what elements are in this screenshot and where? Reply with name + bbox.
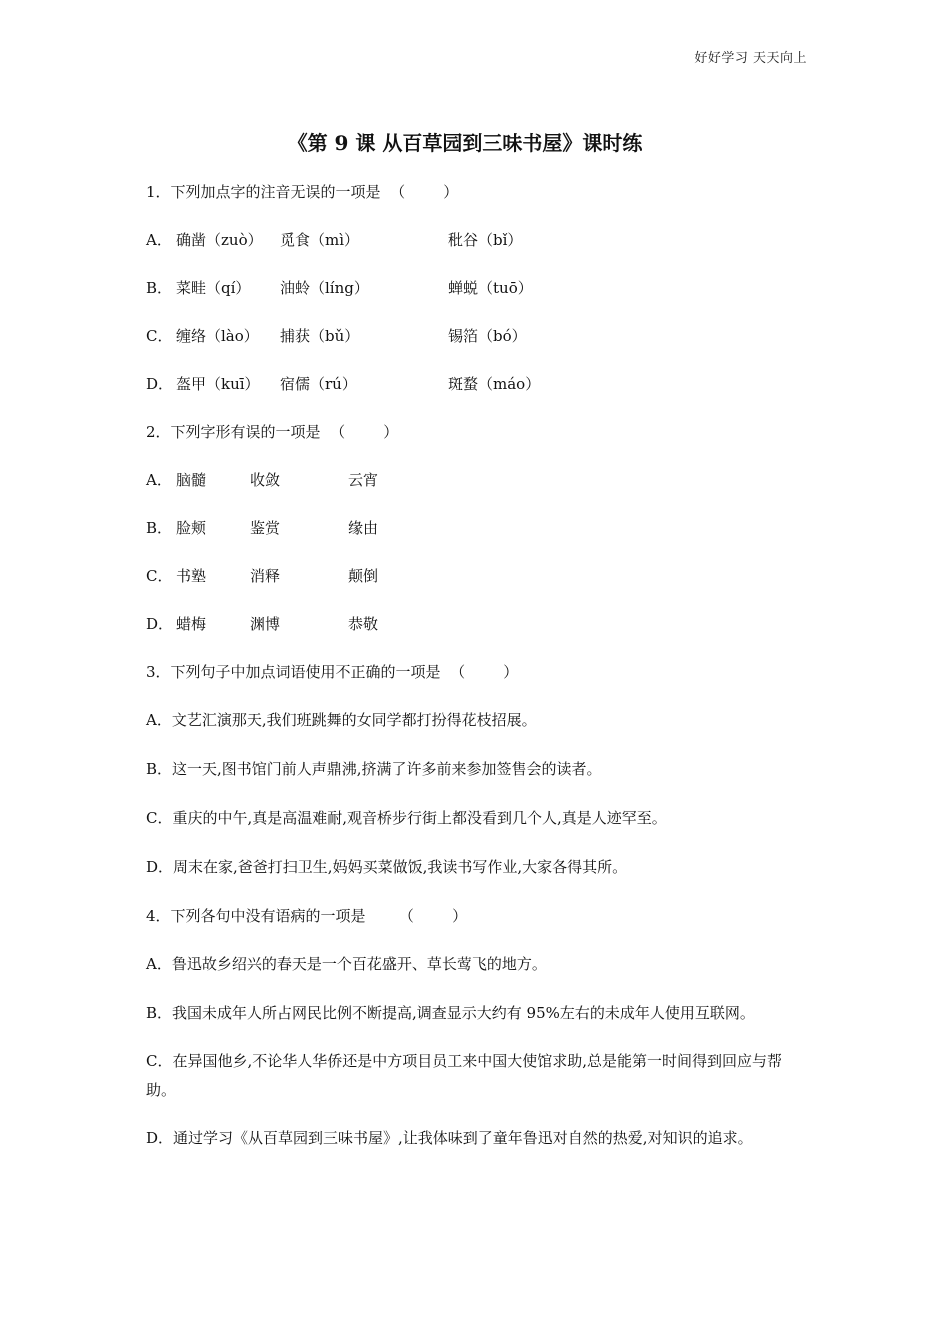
- option-label: D．: [146, 615, 174, 633]
- option-word: 书塾: [176, 567, 207, 585]
- question-3-option-c: C．重庆的中午,真是高温难耐,观音桥步行街上都没看到几个人,真是人迹罕至。: [146, 809, 667, 827]
- option-label: B．: [146, 519, 173, 537]
- option-word: 捕获（bǔ）: [280, 327, 360, 345]
- option-word: 蜡梅: [176, 615, 207, 633]
- option-word: 缘由: [348, 519, 379, 537]
- question-2-option-c: [146, 562, 806, 590]
- option-word: 消释: [250, 567, 281, 585]
- option-word: 斑蝥（máo）: [448, 375, 541, 393]
- option-word: 脸颊: [176, 519, 207, 537]
- option-word: 宿儒（rú）: [280, 375, 357, 393]
- question-4-option-b: B．我国未成年人所占网民比例不断提高,调查显示大约有 95%左右的未成年人使用互联网。: [146, 1004, 755, 1022]
- question-2-option-d: [146, 610, 806, 638]
- option-word: 缠络（lào）: [176, 327, 259, 345]
- option-word: 盔甲（kuī）: [176, 375, 260, 393]
- option-label: A．: [146, 231, 172, 249]
- option-word: 秕谷（bǐ）: [448, 231, 523, 249]
- option-word: 颠倒: [348, 567, 379, 585]
- option-label: C．: [146, 567, 173, 585]
- option-word: 渊博: [250, 615, 281, 633]
- option-word: 菜畦（qí）: [176, 279, 251, 297]
- option-word: 云宵: [348, 471, 379, 489]
- option-word: 恭敬: [348, 615, 379, 633]
- question-1-option-b: [146, 274, 806, 302]
- exercise-body: [146, 178, 806, 1172]
- option-word: 蝉蜕（tuō）: [448, 279, 533, 297]
- option-word: 确凿（zuò）: [176, 231, 263, 249]
- question-1-stem: 1．下列加点字的注音无误的一项是 （ ）: [146, 183, 459, 201]
- option-word: 觅食（mì）: [280, 231, 360, 249]
- question-3-option-b: B．这一天,图书馆门前人声鼎沸,挤满了许多前来参加签售会的读者。: [146, 760, 602, 778]
- question-4-option-c: C．在异国他乡,不论华人华侨还是中方项目员工来中国大使馆求助,总是能第一时间得到回应与帮助。: [146, 1052, 783, 1099]
- option-word: 收敛: [250, 471, 281, 489]
- option-label: C．: [146, 327, 173, 345]
- option-word: 鉴赏: [250, 519, 281, 537]
- option-label: D．: [146, 375, 174, 393]
- question-3-option-a: A．文艺汇演那天,我们班跳舞的女同学都打扮得花枝招展。: [146, 711, 537, 729]
- question-2-option-a: [146, 466, 806, 494]
- page-title: 《第 9 课 从百草园到三味书屋》课时练: [287, 131, 643, 155]
- option-label: A．: [146, 471, 172, 489]
- question-2-option-b: [146, 514, 806, 542]
- page-header-motto: 好好学习 天天向上: [694, 51, 807, 66]
- option-word: 脑髓: [176, 471, 207, 489]
- question-2-stem: 2．下列字形有误的一项是 （ ）: [146, 423, 399, 441]
- option-word: 锡箔（bó）: [448, 327, 527, 345]
- option-label: B．: [146, 279, 173, 297]
- question-4-stem: 4．下列各句中没有语病的一项是 （ ）: [146, 907, 468, 925]
- question-1-option-a: [146, 226, 806, 254]
- question-3-stem: 3．下列句子中加点词语使用不正确的一项是 （ ）: [146, 663, 519, 681]
- question-1-option-d: [146, 370, 806, 398]
- question-4-option-d: D．通过学习《从百草园到三味书屋》,让我体味到了童年鲁迅对自然的热爱,对知识的追求。: [146, 1129, 753, 1147]
- question-3-option-d: D．周末在家,爸爸打扫卫生,妈妈买菜做饭,我读书写作业,大家各得其所。: [146, 858, 628, 876]
- question-4-option-a: A．鲁迅故乡绍兴的春天是一个百花盛开、草长莺飞的地方。: [146, 955, 547, 973]
- option-word: 油蛉（líng）: [280, 279, 369, 297]
- question-1-option-c: [146, 322, 806, 350]
